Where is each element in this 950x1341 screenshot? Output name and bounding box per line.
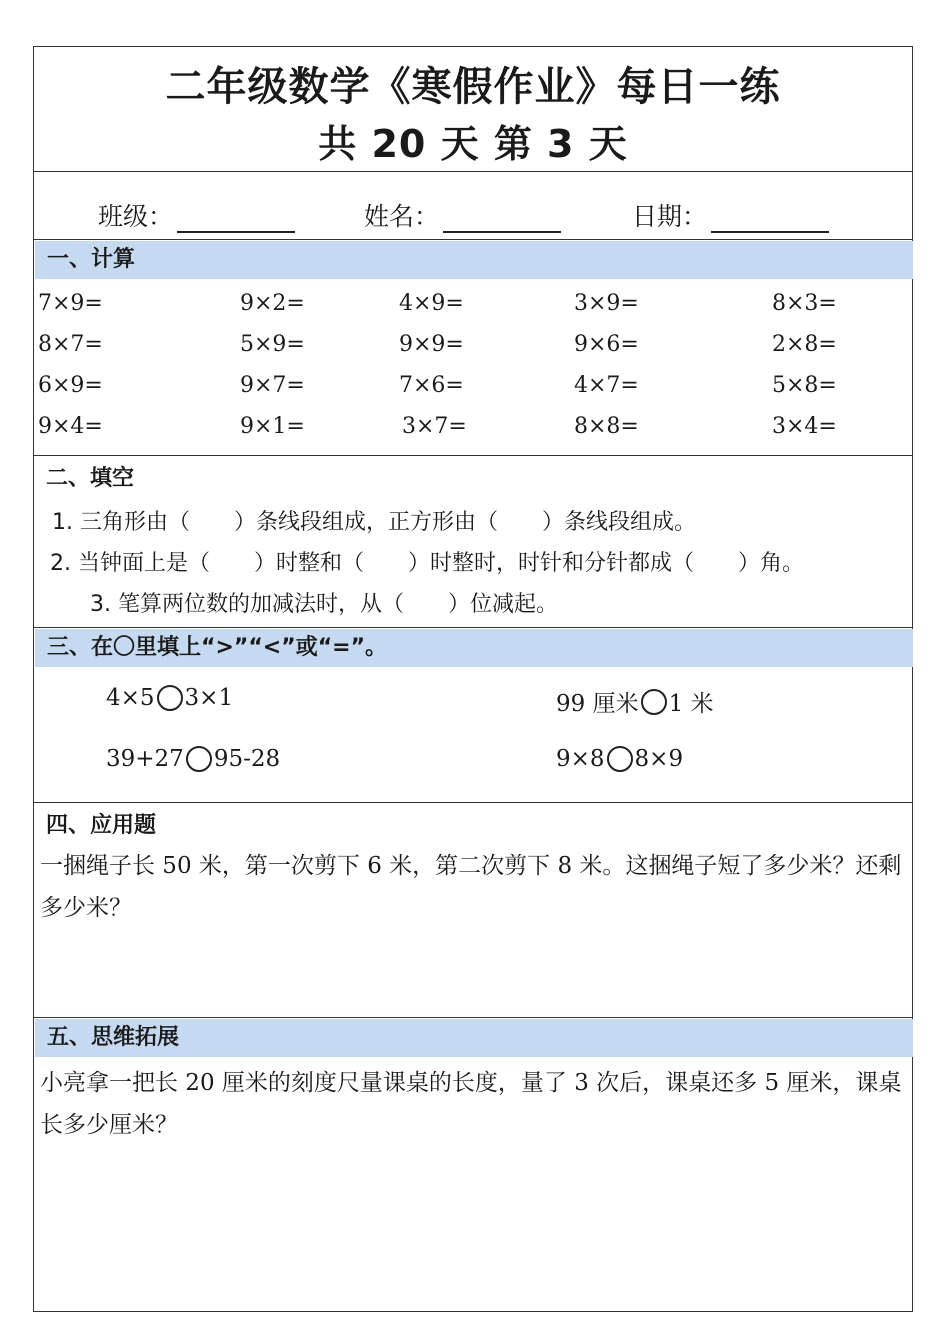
compare-item: [106, 685, 233, 711]
worksheet: [33, 46, 913, 1312]
calc-item: 7×9=: [38, 291, 103, 316]
answer-circle[interactable]: [641, 689, 667, 715]
calc-item: 7×6=: [399, 373, 464, 398]
name-blank[interactable]: [443, 209, 561, 233]
calc-item: 9×1=: [240, 414, 305, 439]
calc-item: 5×9=: [240, 332, 305, 357]
name-label: 姓名：: [364, 202, 440, 231]
compare-item: [106, 746, 280, 772]
calc-item: 9×4=: [38, 414, 103, 439]
section5-header: 五、思维拓展: [35, 1019, 913, 1057]
divider: [34, 802, 912, 803]
calc-item: 8×3=: [772, 291, 837, 316]
section4-header: 四、应用题: [46, 813, 157, 838]
date-field[interactable]: [632, 197, 829, 233]
answer-circle[interactable]: [157, 685, 183, 711]
compare-item: [556, 746, 683, 772]
fill-blank-item: 2. 当钟面上是（ ）时整和（ ）时整时，时针和分针都成（ ）角。: [50, 551, 804, 576]
calc-item: 9×6=: [574, 332, 639, 357]
date-label: 日期：: [632, 202, 708, 231]
section3-header: 三、在〇里填上“>”“<”或“=”。: [35, 629, 913, 667]
calc-item: 9×7=: [240, 373, 305, 398]
divider: [34, 1017, 912, 1018]
name-field[interactable]: [364, 197, 561, 233]
calc-item: 4×7=: [574, 373, 639, 398]
section1-header: 一、计算: [35, 241, 913, 279]
section2-header: 二、填空: [46, 466, 135, 491]
calc-item: 2×8=: [772, 332, 837, 357]
calc-item: 8×7=: [38, 332, 103, 357]
compare-left: 4×5: [106, 685, 155, 711]
compare-right: 1 米: [668, 691, 714, 717]
compare-right: 8×9: [634, 746, 684, 772]
compare-right: 95-28: [213, 746, 281, 772]
thinking-problem-text: 小亮拿一把长 20 厘米的刻度尺量课桌的长度，量了 3 次后，课桌还多 5 厘米，课桌长多少厘米？: [40, 1070, 902, 1138]
answer-circle[interactable]: [607, 746, 633, 772]
divider: [34, 239, 912, 240]
divider: [34, 455, 912, 456]
class-label: 班级：: [98, 202, 174, 231]
calc-item: 3×4=: [772, 414, 837, 439]
calc-item: 9×9=: [399, 332, 464, 357]
fill-blank-item: 1. 三角形由（ ）条线段组成，正方形由（ ）条线段组成。: [52, 510, 696, 535]
fill-blank-item: 3. 笔算两位数的加减法时，从（ ）位减起。: [90, 592, 558, 617]
calc-item: 3×9=: [574, 291, 639, 316]
calc-item: 9×2=: [240, 291, 305, 316]
word-problem-text: 一捆绳子长 50 米，第一次剪下 6 米，第二次剪下 8 米。这捆绳子短了多少米？还剩多少米？: [40, 853, 902, 921]
calc-item: 5×8=: [772, 373, 837, 398]
compare-left: 39+27: [106, 746, 184, 772]
calc-item: 6×9=: [38, 373, 103, 398]
calc-item: 8×8=: [574, 414, 639, 439]
calc-item: 3×7=: [402, 414, 467, 439]
compare-left: 99 厘米: [556, 691, 639, 717]
student-info-row: [34, 197, 912, 237]
divider: [34, 627, 912, 628]
page-subtitle: 共 20 天 第 3 天: [318, 122, 628, 166]
class-blank[interactable]: [177, 209, 295, 233]
divider: [34, 171, 912, 172]
compare-left: 9×8: [556, 746, 605, 772]
page-title: 二年级数学《寒假作业》每日一练: [165, 64, 781, 110]
compare-right: 3×1: [184, 685, 234, 711]
answer-circle[interactable]: [186, 746, 212, 772]
compare-item: [556, 685, 714, 718]
class-field[interactable]: [98, 197, 295, 233]
date-blank[interactable]: [711, 209, 829, 233]
calc-item: 4×9=: [399, 291, 464, 316]
